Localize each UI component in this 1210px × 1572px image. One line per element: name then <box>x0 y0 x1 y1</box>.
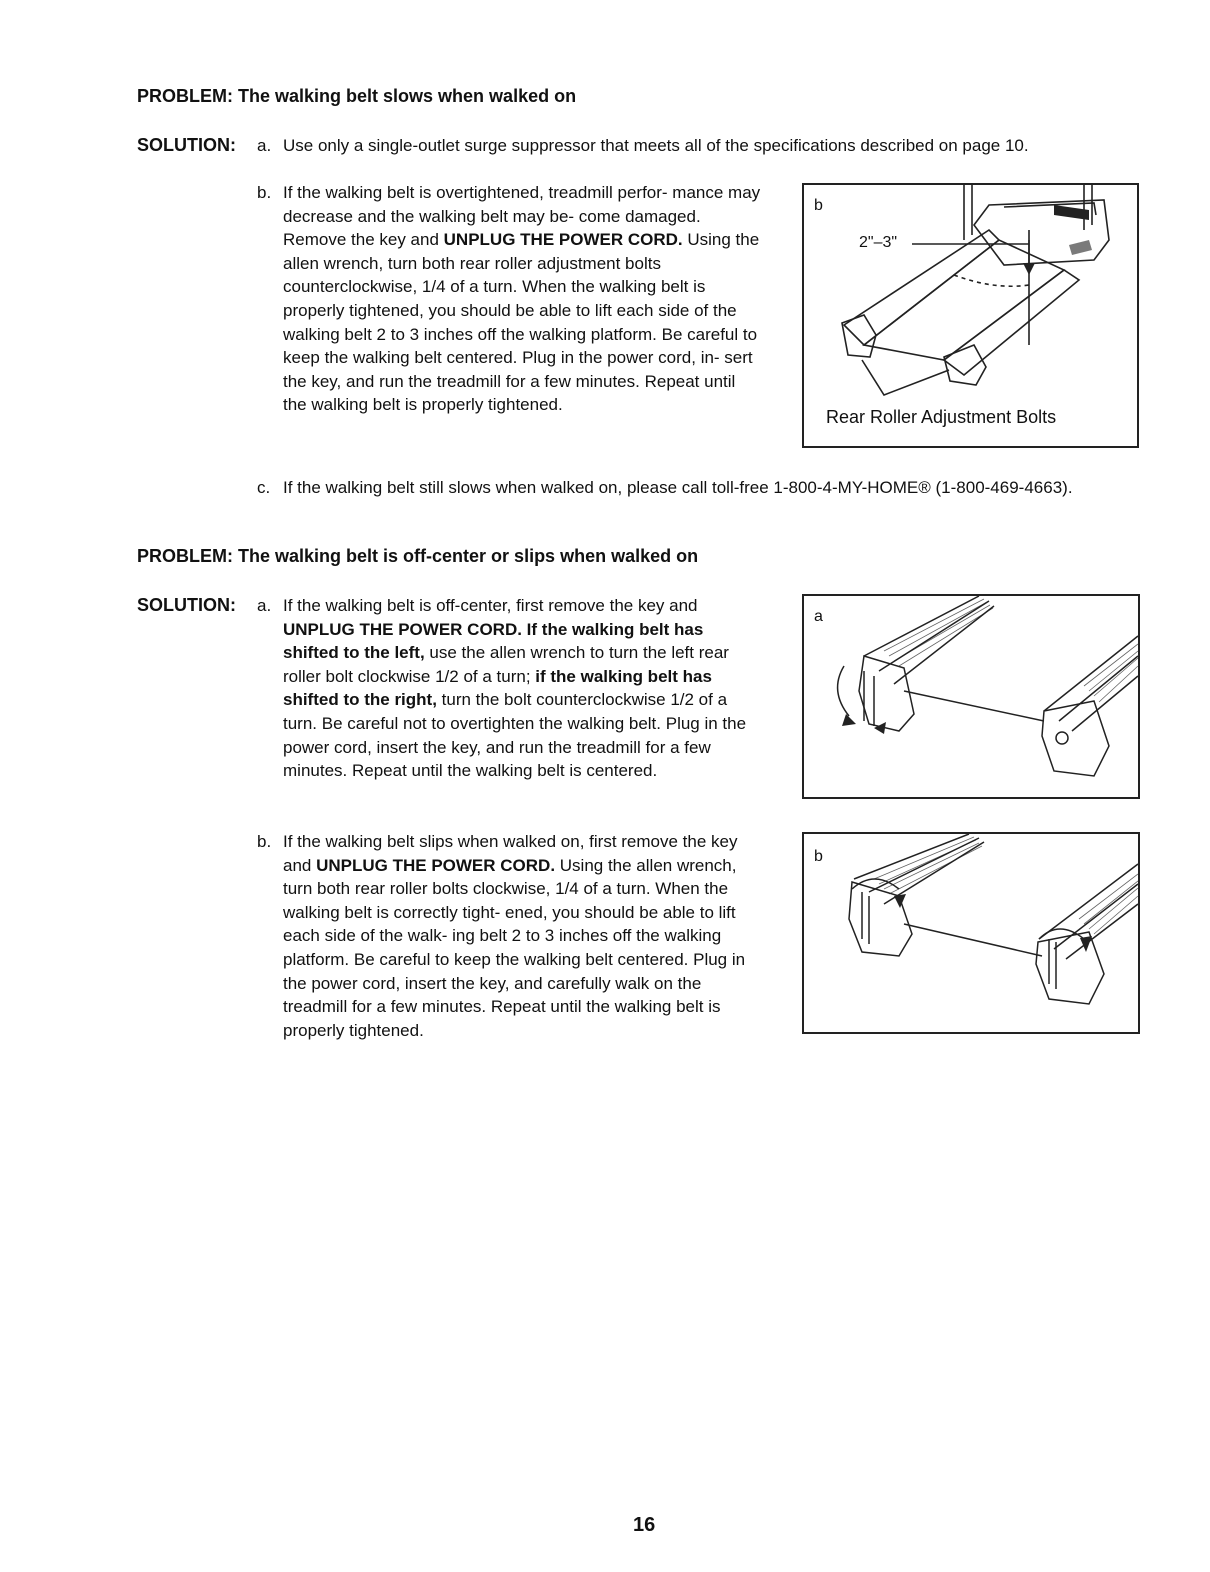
solution-label: SOLUTION: <box>137 135 236 155</box>
problem-text: The walking belt slows when walked on <box>238 86 577 106</box>
belt-tension-figure <box>802 183 1139 448</box>
step-b-letter: b. <box>257 183 272 202</box>
step-c-letter: c. <box>257 478 271 497</box>
problem-heading-2 <box>137 546 698 567</box>
figure-letter: b <box>814 848 823 865</box>
figure-letter: b <box>814 197 823 214</box>
belt-slip-figure <box>802 832 1140 1034</box>
step-a-text: If the walking belt is off-center, first remove the key and UNPLUG THE POWER CORD. If the walking belt has shifted to the left, use the allen wrench to turn the left rear roller bolt clockwise 1/2 of a turn; if the walking belt has shifted to the right, turn the bolt counterclockwise 1/2 of a turn. Be careful not to overtighten the walking belt. Plug in the power cord, insert the key, and run the treadmill for a few minutes. Repeat until the walking belt is centered. <box>283 596 747 781</box>
step-a-text: Use only a single-outlet surge suppressor that meets all of the specifications described on page 10. <box>283 136 1029 155</box>
step-a-letter: a. <box>257 596 272 615</box>
page-number: 16 <box>633 1514 656 1536</box>
step-b-text: If the walking belt slips when walked on, first remove the key and UNPLUG THE POWER CORD. Using the allen wrench, turn both rear roller bolts clockwise, 1/4 of a turn. When the walking belt is correctly tight- ened, you should be able to lift each side of the walk- ing belt 2 to 3 inches off the walking platform. Be careful to keep the walking belt centered. Plug in the power cord, insert the key, and carefully walk on the treadmill for a few minutes. Repeat until the walking belt is properly tightened. <box>283 832 746 1040</box>
step-a-letter: a. <box>257 136 272 155</box>
problem-label: PROBLEM: <box>137 86 233 106</box>
problem-text: The walking belt is off-center or slips when walked on <box>238 546 699 566</box>
roller-bolt-illustration <box>804 596 1138 797</box>
step-b-letter: b. <box>257 832 272 851</box>
solution-label: SOLUTION: <box>137 595 236 615</box>
figure-caption: Rear Roller Adjustment Bolts <box>826 407 1057 427</box>
step-b-text: If the walking belt is overtightened, treadmill perfor- mance may decrease and the walking belt may be- come damaged. Remove the key and UNPLUG THE POWER CORD. Using the allen wrench, turn both rear roller adjustment bolts counterclockwise, 1/4 of a turn. When the walking belt is properly tightened, you should be able to lift each side of the walking belt 2 to 3 inches off the walking platform. Be careful to keep the walking belt centered. Plug in the power cord, in- sert the key, and run the treadmill for a few minutes. Repeat until the walking belt is properly tightened. <box>283 183 761 415</box>
roller-bolt-illustration <box>804 834 1138 1032</box>
problem-label: PROBLEM: <box>137 546 233 566</box>
step-c-text: If the walking belt still slows when walked on, please call toll-free 1-800-4-MY-HOME® (1-800-469-4663). <box>283 478 1073 497</box>
figure-letter: a <box>814 608 823 625</box>
problem-heading-1 <box>137 86 576 107</box>
belt-centering-figure <box>802 594 1140 799</box>
measurement-label: 2"–3" <box>859 234 898 251</box>
